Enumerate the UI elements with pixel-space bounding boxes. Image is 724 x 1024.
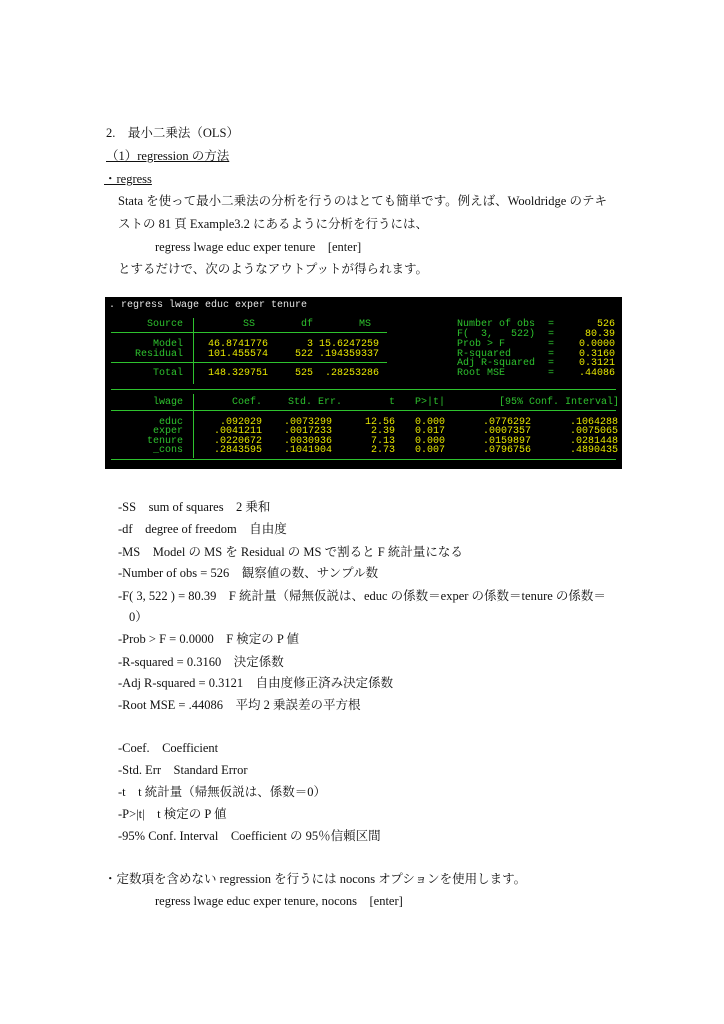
- stat-value: 0.0000: [578, 339, 615, 350]
- coef-row-var: exper: [152, 426, 183, 437]
- anova-cell: 3: [306, 339, 313, 350]
- command-nocons: regress lwage educ exper tenure, nocons [enter]: [155, 894, 403, 908]
- coef-divider: [193, 394, 194, 458]
- anova-header-ss: SS: [242, 319, 255, 330]
- definition-item: ‐R-squared = 0.3160 決定係数: [118, 655, 284, 669]
- coef-cell: 12.56: [364, 417, 395, 428]
- coef-header-var: lwage: [152, 397, 183, 408]
- stat-value: .44086: [578, 368, 615, 379]
- definition-item: ‐95% Conf. Interval Coefficient の 95％信頼区間: [118, 829, 381, 843]
- stat-value: 80.39: [584, 329, 615, 340]
- coef-cell: .0041211: [213, 426, 262, 437]
- stata-command-line: . regress lwage educ exper tenure: [109, 300, 308, 311]
- coef-cell: .2843595: [213, 445, 262, 456]
- coef-cell: .0007357: [482, 426, 531, 437]
- stat-eq: =: [548, 358, 555, 369]
- intro-line-1: Stata を使って最小二乗法の分析を行うのはとても簡単です。例えば、Wooldridge のテキ: [118, 194, 607, 208]
- coef-header-ci: [95% Conf. Interval]: [498, 397, 619, 408]
- stat-label: R-squared: [457, 349, 512, 360]
- stat-label: Adj R-squared: [457, 358, 536, 369]
- anova-row-label: Residual: [134, 349, 183, 360]
- section-heading: 2. 最小二乗法（OLS）: [106, 126, 239, 140]
- anova-cell: 522: [294, 349, 313, 360]
- coef-cell: .0281448: [569, 436, 618, 447]
- definition-item: ‐t t 統計量（帰無仮説は、係数＝0）: [118, 785, 326, 799]
- stat-eq: =: [548, 368, 555, 379]
- coef-cell: .0075065: [569, 426, 618, 437]
- coef-cell: 2.73: [370, 445, 395, 456]
- anova-header-ms: MS: [358, 319, 371, 330]
- coef-cell: .0017233: [283, 426, 332, 437]
- coef-row-var: educ: [158, 417, 183, 428]
- anova-row-label: Model: [152, 339, 183, 350]
- coef-cell: .0073299: [283, 417, 332, 428]
- stat-value: 526: [596, 319, 615, 330]
- definition-item: ‐MS Model の MS を Residual の MS で割ると F 統計量になる: [118, 545, 463, 559]
- coef-cell: 7.13: [370, 436, 395, 447]
- after-command-text: とするだけで、次のようなアウトプットが得られます。: [118, 262, 429, 276]
- coef-header-se: Std. Err.: [287, 397, 342, 408]
- coef-cell: 0.000: [414, 417, 445, 428]
- stat-value: 0.3160: [578, 349, 615, 360]
- coef-cell: .1041904: [283, 445, 332, 456]
- stat-label: Root MSE: [457, 368, 506, 379]
- anova-cell: 15.6247259: [319, 339, 380, 350]
- coef-header-coef: Coef.: [231, 397, 262, 408]
- definition-item-continued: 0）: [129, 610, 148, 624]
- anova-total-rule: [111, 362, 387, 363]
- coef-cell: .0159897: [482, 436, 531, 447]
- coef-header-rule: [111, 410, 616, 411]
- stat-label: Number of obs: [457, 319, 536, 330]
- definition-item: ‐P>|t| t 検定の P 値: [118, 807, 227, 821]
- anova-cell: .194359337: [319, 349, 380, 360]
- coef-cell: .092029: [219, 417, 262, 428]
- coef-cell: .1064288: [569, 417, 618, 428]
- stat-eq: =: [548, 349, 555, 360]
- coef-cell: 0.007: [414, 445, 445, 456]
- bullet-regress: [104, 169, 152, 187]
- coef-cell: .0796756: [482, 445, 531, 456]
- anova-divider: [193, 318, 194, 384]
- coef-cell: 2.39: [370, 426, 395, 437]
- bullet-regress-text: ・regress: [104, 172, 152, 186]
- anova-cell: 46.8741776: [208, 339, 269, 350]
- anova-cell: 148.329751: [208, 368, 269, 379]
- coef-cell: 0.000: [414, 436, 445, 447]
- coef-row-var: _cons: [152, 445, 183, 456]
- definition-item: ‐SS sum of squares 2 乗和: [118, 500, 271, 514]
- stata-output-panel: [105, 297, 622, 469]
- anova-header-rule: [111, 332, 387, 333]
- coef-cell: .0030936: [283, 436, 332, 447]
- definition-item: ‐Number of obs = 526 観察値の数、サンプル数: [118, 566, 379, 580]
- anova-cell: 525: [294, 368, 313, 379]
- coef-row-var: tenure: [146, 436, 183, 447]
- definition-item: ‐Std. Err Standard Error: [118, 763, 248, 777]
- stat-label: F( 3, 522): [457, 329, 536, 340]
- coef-top-rule: [111, 389, 616, 390]
- anova-cell: .28253286: [325, 368, 380, 379]
- stat-eq: =: [548, 339, 555, 350]
- definition-item: ‐Adj R-squared = 0.3121 自由度修正済み決定係数: [118, 676, 394, 690]
- anova-header-source: Source: [146, 319, 183, 330]
- subsection-heading: （1）regression の方法: [106, 149, 230, 163]
- stat-value: 0.3121: [578, 358, 615, 369]
- anova-cell: 101.455574: [208, 349, 269, 360]
- stat-eq: =: [548, 319, 555, 330]
- stat-label: Prob > F: [457, 339, 506, 350]
- bullet-nocons: ・定数項を含めない regression を行うには nocons オプションを使用します。: [104, 872, 527, 886]
- coef-header-p: P>|t|: [414, 397, 445, 408]
- coef-header-t: t: [388, 397, 395, 408]
- definition-item: ‐df degree of freedom 自由度: [118, 522, 287, 536]
- stat-eq: =: [548, 329, 555, 340]
- anova-row-label: Total: [152, 368, 183, 379]
- coef-cell: .4890435: [569, 445, 618, 456]
- coef-cell: 0.017: [414, 426, 445, 437]
- anova-header-df: df: [300, 319, 313, 330]
- definition-item: ‐Prob > F = 0.0000 F 検定の P 値: [118, 632, 300, 646]
- definition-item: ‐F( 3, 522 ) = 80.39 F 統計量（帰無仮説は、educ の係数＝exper の係数＝tenure の係数＝: [118, 589, 606, 603]
- coef-cell: .0220672: [213, 436, 262, 447]
- definition-item: ‐Root MSE = .44086 平均 2 乗誤差の平方根: [118, 698, 361, 712]
- coef-cell: .0776292: [482, 417, 531, 428]
- intro-line-2: ストの 81 頁 Example3.2 にあるように分析を行うには、: [118, 217, 429, 231]
- command-example: regress lwage educ exper tenure [enter]: [155, 240, 362, 254]
- definition-item: ‐Coef. Coefficient: [118, 741, 219, 755]
- coef-bottom-rule: [111, 459, 616, 460]
